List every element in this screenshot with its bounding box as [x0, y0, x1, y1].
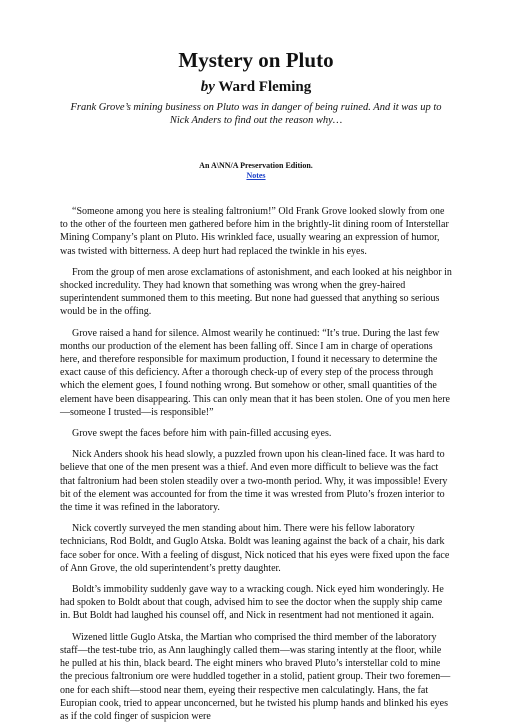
byline-by: by [200, 79, 215, 95]
body-paragraph: Grove swept the faces before him with pain-filled accusing eyes. [72, 428, 332, 440]
notes-link[interactable]: Notes [246, 171, 266, 180]
story-title: Mystery on Pluto [178, 48, 334, 72]
edition-label: An A\NN/A Preservation Edition. [199, 161, 313, 170]
body-paragraph: Nick covertly surveyed the men standing about him. There were his fellow laboratory technicians, Rod Boldt, and Guglo Atska. Boldt was leaning against the back of a chair, his dark face sober for once. With a feeling of disgust, Nick noticed that his eyes were fixed upon the face of Ann Grove, the old superintendent’s pretty daughter. [60, 523, 450, 574]
teaser-blurb: Frank Grove’s mining business on Pluto was in danger of being ruined. And it was up to Nick Anders to find out the reason why… [70, 102, 442, 126]
body-paragraph: Nick Anders shook his head slowly, a puzzled frown upon his clean-lined face. It was hard to believe that one of the men present was a thief. And even more difficult to believe was the fact that faltronium had been stolen steadily over a two-month period. Why, it was impossible! Every bit of the element was accounted for from the time it was wrested from Pluto’s frozen interior to the time it was refined in the laboratory. [60, 449, 448, 514]
body-paragraph: Wizened little Guglo Atska, the Martian who comprised the third member of the laboratory staff—the test-tube trio, as Ann laughingly called them—was staring intently at the floor, while he pulled at his thin, black beard. The eight miners who braved Pluto’s interstellar cold to mine the precious faltronium ore were huddled together in a stolid, patient group. Their two foremen—one for each shift—stood near them, eyeing their respective men calculatingly. Hans, the fat Europian cook, tried to appear unconcerned, but he twisted his plump hands and blinked his eyes as if the cold finger of suspicion were [60, 631, 451, 722]
body-paragraph: “Someone among you here is stealing faltronium!” Old Frank Grove looked slowly from one to the other of the fourteen men gathered before him in the brightly-lit dining room of Interstellar Mining Company’s plant on Pluto. His wrinkled face, usually wearing an expression of humor, was twisted with bitterness. A deep hurt had replaced the twinkle in his eyes. [60, 206, 449, 257]
body-paragraph: Boldt’s immobility suddenly gave way to a wracking cough. Nick eyed him wonderingly. He had spoken to Boldt about that cough, advised him to see the doctor when the supply ship came in. But Boldt had laughed his counsel off, and Nick in resentment had not mentioned it again. [60, 584, 444, 622]
body-paragraph: Grove raised a hand for silence. Almost wearily he continued: “It’s true. During the last few months our production of the element has been falling off. Since I am in charge of operations here, and therefore responsible for maximum production, I found it necessary to determine the exact cause of this deficiency. After a thorough check-up of every step of the process through which the element goes, I found nothing wrong. But somehow or other, small quantities of the element have been disappearing. This can only mean that it has been stolen. One of you men here—someone I trusted—is responsible!” [60, 327, 450, 418]
author-name: Ward Fleming [218, 79, 312, 95]
byline [60, 78, 452, 96]
body-paragraph: From the group of men arose exclamations of astonishment, and each looked at his neighbor in shocked incredulity. They had known that something was wrong when the grey-haired superintendent summoned them to this meeting. But none had guessed that anything so serious would be in the offing. [60, 266, 452, 318]
story-body [60, 205, 452, 723]
